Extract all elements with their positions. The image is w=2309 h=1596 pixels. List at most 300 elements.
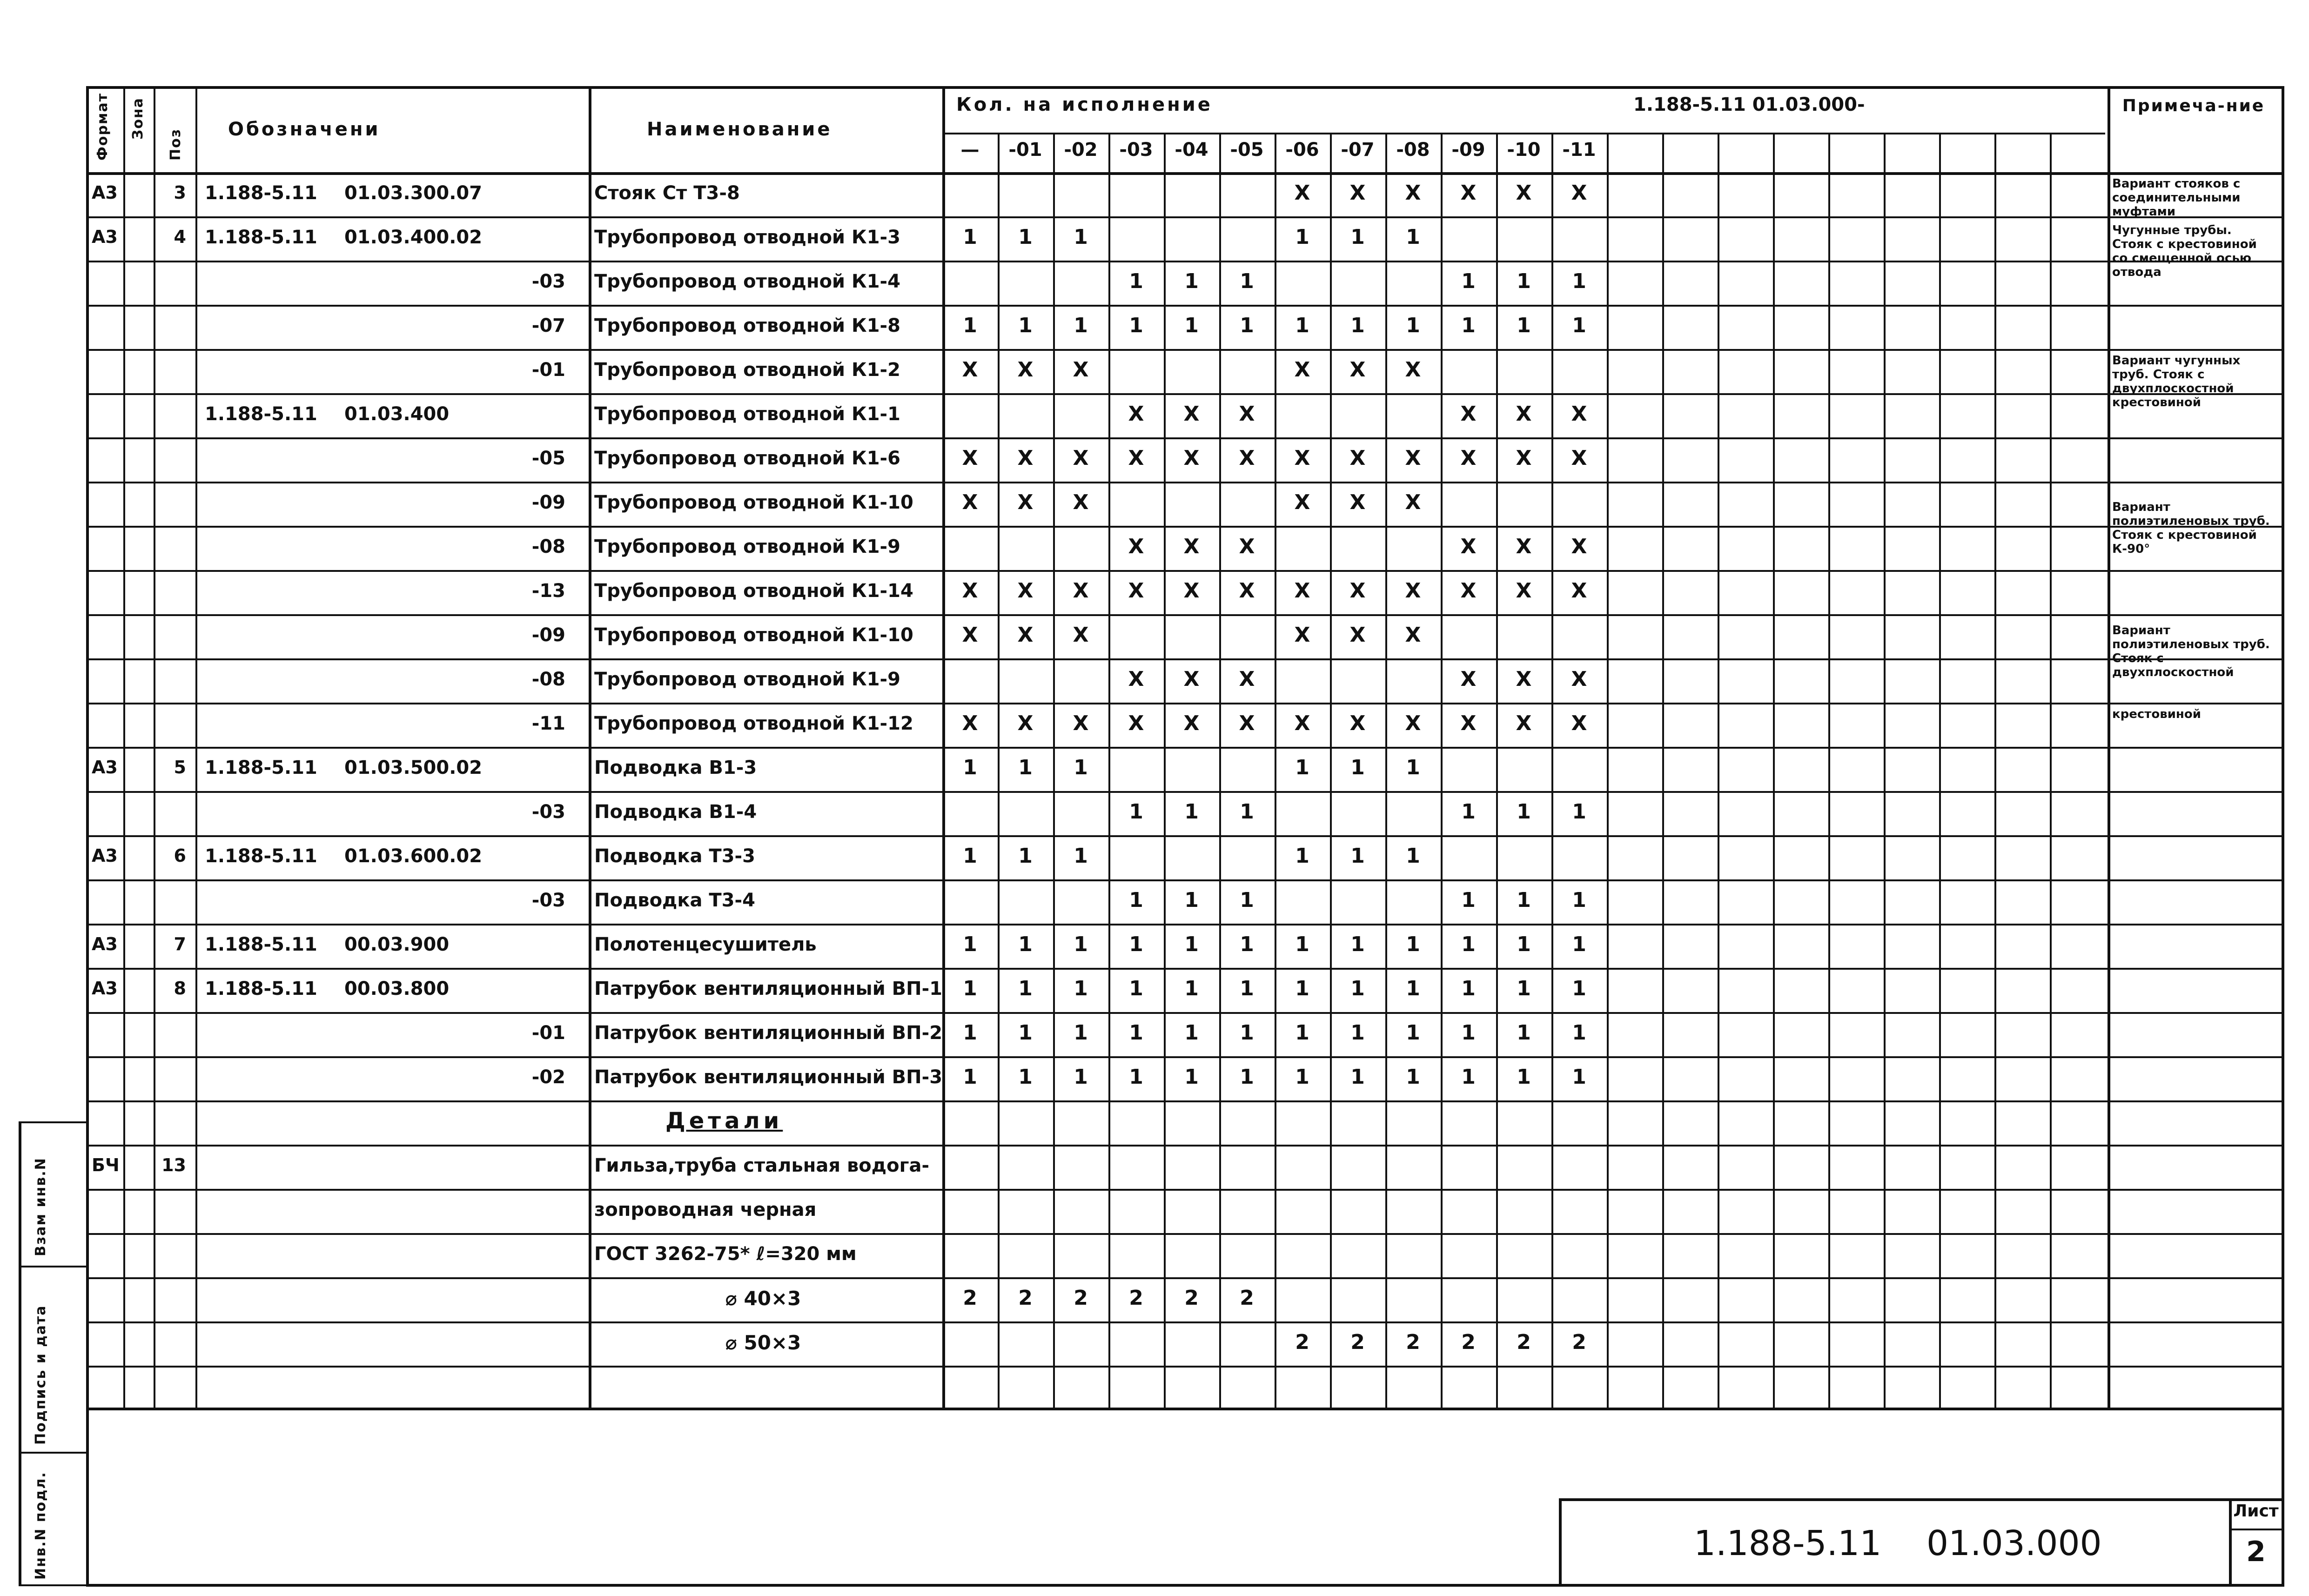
header-split [942, 133, 2105, 134]
qty-cell: 1 [1129, 977, 1143, 1000]
qty-cell: 1 [1517, 932, 1531, 956]
qty-col-line [1551, 133, 1553, 1408]
stamp-sign: Подпись и дата [33, 1305, 49, 1445]
qty-cell: X [1516, 181, 1532, 205]
row-line [86, 791, 2283, 793]
qty-cell: 1 [1350, 1065, 1365, 1089]
qty-cell: X [1017, 358, 1034, 382]
designation-cell: 01.03.600.02 [344, 845, 483, 867]
name-cell: ⌀ 50×3 [725, 1331, 801, 1354]
doc-ref-header: 1.188-5.11 01.03.000- [1633, 94, 1865, 115]
qty-cell: X [1294, 623, 1310, 647]
qty-cell: X [1349, 623, 1366, 647]
qty-cell: 1 [1018, 756, 1033, 779]
qty-cell: 1 [1517, 314, 1531, 337]
qty-cell: X [1017, 446, 1034, 470]
qty-cell: X [1571, 579, 1587, 603]
qty-col-line [1108, 133, 1110, 1408]
designation-cell: 00.03.900 [344, 934, 450, 955]
qty-cell: X [1349, 490, 1366, 514]
title-block-left [1559, 1498, 1562, 1584]
designation-cell: 01.03.300.07 [344, 182, 483, 204]
qty-cell: X [1239, 402, 1255, 426]
qty-cell: 1 [1350, 1021, 1365, 1045]
qty-cell: 1 [1184, 932, 1199, 956]
qty-cell: X [962, 579, 978, 603]
qty-cell: X [1183, 579, 1200, 603]
pos-cell: 4 [174, 227, 186, 247]
row-line [86, 1277, 2283, 1279]
note-text: Вариант стояков с соединительными муфтами [2112, 177, 2241, 219]
qty-cell: X [1571, 535, 1587, 558]
name-cell: Трубопровод отводной К1-2 [594, 359, 900, 381]
qty-cell: 1 [1295, 977, 1309, 1000]
qty-cell: X [1239, 535, 1255, 558]
qty-cell: X [1349, 358, 1366, 382]
qty-cell: 1 [1461, 888, 1476, 912]
qty-cell: X [1571, 446, 1587, 470]
row-line [86, 1056, 2283, 1058]
pos-cell: 5 [174, 757, 186, 778]
name-header: Наименование [647, 119, 832, 140]
qty-cell: X [962, 711, 978, 735]
qty-cell: 1 [1184, 269, 1199, 293]
qty-cell: 1 [1406, 977, 1420, 1000]
note-text: крестовиной [2112, 707, 2201, 721]
qty-cell: 1 [1406, 1021, 1420, 1045]
qty-cell: X [1349, 446, 1366, 470]
qty-cell: X [1405, 711, 1421, 735]
qty-col-line [998, 133, 1000, 1408]
qty-col-line [1441, 133, 1443, 1408]
qty-cell: X [1516, 446, 1532, 470]
qty-cell: 1 [1184, 888, 1199, 912]
row-line [86, 216, 2283, 218]
qty-cell: X [1128, 535, 1144, 558]
exec-col-header: -05 [1230, 139, 1264, 161]
exec-col-header: — [960, 139, 980, 161]
designation-cell: -13 [531, 580, 565, 602]
designation-code: 1.188-5.11 [205, 934, 317, 955]
row-line [86, 968, 2283, 970]
row-line [86, 1321, 2283, 1323]
qty-cell: 2 [1240, 1286, 1254, 1310]
name-cell: ⌀ 40×3 [725, 1287, 801, 1310]
qty-cell: 1 [1184, 1065, 1199, 1089]
zone-header: Зона [130, 97, 146, 140]
qty-cell: 1 [1240, 1021, 1254, 1045]
qty-cell: 1 [1295, 844, 1309, 868]
title-code: 1.188-5.11 [1694, 1523, 1882, 1563]
name-cell: Гильза,труба стальная водога- [594, 1155, 930, 1176]
qty-cell: 1 [1240, 269, 1254, 293]
format-cell: А3 [92, 182, 118, 203]
exec-col-header: -09 [1451, 139, 1485, 161]
qty-cell: 1 [963, 756, 977, 779]
qty-cell: X [1294, 490, 1310, 514]
exec-col-header: -03 [1119, 139, 1153, 161]
qty-cell: 1 [1074, 756, 1088, 779]
designation-cell: 01.03.400.02 [344, 227, 483, 248]
stamp-line [19, 1266, 86, 1267]
exec-col-header: -10 [1507, 139, 1541, 161]
name-cell: Трубопровод отводной К1-1 [594, 403, 900, 425]
qty-cell: X [1128, 579, 1144, 603]
qty-cell: 1 [1018, 844, 1033, 868]
qty-cell: X [1571, 402, 1587, 426]
note-text: Вариант полиэтиленовых труб. Стояк с двухплоскостной [2112, 624, 2270, 679]
name-cell: Подводка Т3-4 [594, 890, 755, 911]
designation-code: 1.188-5.11 [205, 403, 317, 425]
row-line [86, 1366, 2283, 1368]
qty-cell: 1 [1129, 269, 1143, 293]
qty-cell: 1 [1572, 1065, 1586, 1089]
qty-cell: 1 [1018, 225, 1033, 249]
designation-cell: -11 [531, 713, 565, 734]
qty-cell: X [1349, 181, 1366, 205]
qty-cell: X [1073, 490, 1089, 514]
qty-cell: X [1349, 711, 1366, 735]
qty-cell: X [1073, 446, 1089, 470]
qty-cell: 1 [1129, 1065, 1143, 1089]
qty-cell: X [1128, 402, 1144, 426]
note-text: Вариант чугунных труб. Стояк с двухплоскостной крестовиной [2112, 354, 2241, 409]
qty-cell: 1 [963, 314, 977, 337]
qty-cell: 1 [1074, 977, 1088, 1000]
qty-cell: X [962, 490, 978, 514]
qty-cell: X [1460, 446, 1477, 470]
row-line [86, 1145, 2283, 1147]
qty-col-line [1718, 133, 1719, 1408]
qty-col-line [1662, 133, 1664, 1408]
qty-cell: X [1294, 446, 1310, 470]
stamp-replace: Взам инв.N [33, 1157, 49, 1256]
designation-cell: 01.03.400 [344, 403, 450, 425]
qty-cell: 2 [1461, 1330, 1476, 1354]
table-bottom [86, 1408, 2283, 1410]
row-line [86, 835, 2283, 837]
qty-cell: 1 [1018, 1021, 1033, 1045]
qty-cell: X [1017, 711, 1034, 735]
format-header: Формат [94, 93, 111, 161]
header-bottom [86, 172, 2283, 175]
qty-cell: 1 [1572, 888, 1586, 912]
stamp-line [19, 1584, 86, 1586]
stamp-outer [19, 1121, 21, 1584]
qty-cell: 1 [1074, 844, 1088, 868]
qty-cell: X [962, 358, 978, 382]
qty-cell: 1 [1572, 269, 1586, 293]
stamp-inv: Инв.N подл. [33, 1471, 49, 1580]
qty-cell: 1 [1018, 932, 1033, 956]
title-block-top [1559, 1498, 2283, 1501]
qty-cell: X [1294, 181, 1310, 205]
top-border [86, 86, 2283, 89]
qty-cell: X [1017, 490, 1034, 514]
pos-header: Поз [168, 128, 184, 161]
qty-cell: X [1239, 711, 1255, 735]
sheet-label: Лист [2233, 1502, 2279, 1521]
qty-cell: 1 [1517, 269, 1531, 293]
qty-cell: 1 [1350, 756, 1365, 779]
name-cell: Подводка В1-4 [594, 801, 757, 823]
qty-cell: 1 [1350, 314, 1365, 337]
qty-cell: 1 [1350, 932, 1365, 956]
name-cell: ГОСТ 3262-75* ℓ=320 мм [594, 1243, 857, 1265]
qty-cell: X [1460, 181, 1477, 205]
designation-cell: -09 [531, 492, 565, 513]
name-cell: Полотенцесушитель [594, 934, 817, 955]
qty-cell: X [1516, 402, 1532, 426]
designation-code: 1.188-5.11 [205, 978, 317, 999]
qty-col-line [1219, 133, 1221, 1408]
qty-cell: 1 [1129, 888, 1143, 912]
qty-col-line [1828, 133, 1830, 1408]
name-cell: Трубопровод отводной К1-12 [594, 713, 913, 734]
name-cell: Подводка В1-3 [594, 757, 757, 778]
qty-cell: X [1183, 402, 1200, 426]
qty-col-line [1385, 133, 1387, 1408]
qty-cell: 1 [1572, 977, 1586, 1000]
designation-cell: 01.03.500.02 [344, 757, 483, 778]
qty-cell: X [1183, 535, 1200, 558]
qty-cell: 2 [1572, 1330, 1586, 1354]
designation-cell: -02 [531, 1066, 565, 1088]
designation-code: 1.188-5.11 [205, 227, 317, 248]
sheet-number: 2 [2246, 1536, 2266, 1568]
qty-cell: 1 [1240, 888, 1254, 912]
qty-col-line [1994, 133, 1996, 1408]
qty-cell: 1 [1406, 1065, 1420, 1089]
designation-code: 1.188-5.11 [205, 845, 317, 867]
designation-cell: -01 [531, 359, 565, 381]
name-cell: Трубопровод отводной К1-9 [594, 536, 900, 557]
qty-cell: 2 [1295, 1330, 1309, 1354]
qty-cell: X [1073, 358, 1089, 382]
qty-cell: X [1073, 579, 1089, 603]
row-line [86, 747, 2283, 749]
qty-cell: X [1405, 579, 1421, 603]
qty-cell: X [1405, 490, 1421, 514]
qty-cell: X [1405, 446, 1421, 470]
name-cell: Трубопровод отводной К1-8 [594, 315, 900, 336]
qty-cell: X [1294, 711, 1310, 735]
qty-cell: X [1073, 711, 1089, 735]
qty-cell: X [1128, 446, 1144, 470]
stamp-line [19, 1121, 86, 1123]
designation-cell: 00.03.800 [344, 978, 450, 999]
name-cell: Трубопровод отводной К1-14 [594, 580, 913, 602]
qty-col-line [1607, 133, 1609, 1408]
qty-cell: X [1516, 667, 1532, 691]
title-doc: 01.03.000 [1926, 1523, 2102, 1563]
qty-cell: 1 [1074, 1065, 1088, 1089]
exec-col-header: -08 [1396, 139, 1430, 161]
qty-cell: X [1571, 181, 1587, 205]
designation-cell: -03 [531, 801, 565, 823]
qty-cell: 1 [1240, 314, 1254, 337]
qty-cell: 1 [1295, 1021, 1309, 1045]
designation-cell: -05 [531, 448, 565, 469]
qty-cell: 1 [963, 977, 977, 1000]
qty-cell: 1 [963, 1065, 977, 1089]
qty-cell: X [1294, 579, 1310, 603]
qty-cell: 1 [1074, 314, 1088, 337]
qty-cell: 1 [1295, 932, 1309, 956]
pos-cell: 13 [161, 1155, 186, 1175]
qty-cell: 1 [1240, 1065, 1254, 1089]
name-cell: Трубопровод отводной К1-9 [594, 669, 900, 690]
row-line [86, 393, 2283, 395]
qty-cell: X [1516, 711, 1532, 735]
name-cell: Трубопровод отводной К1-4 [594, 271, 900, 292]
format-cell: А3 [92, 757, 118, 778]
qty-cell: 1 [1461, 269, 1476, 293]
qty-col-line [2050, 133, 2052, 1408]
designation-cell: -07 [531, 315, 565, 336]
qty-col-line [1773, 133, 1775, 1408]
exec-col-header: -07 [1341, 139, 1375, 161]
row-line [86, 305, 2283, 307]
qty-cell: 1 [1295, 225, 1309, 249]
qty-cell: 1 [1129, 314, 1143, 337]
designation-cell: -08 [531, 669, 565, 690]
qty-cell: X [1405, 181, 1421, 205]
row-line [86, 1189, 2283, 1191]
exec-col-header: -11 [1562, 139, 1596, 161]
qty-cell: 2 [1517, 1330, 1531, 1354]
stamp-inner [86, 1121, 89, 1584]
format-cell: А3 [92, 845, 118, 866]
qty-cell: 1 [963, 225, 977, 249]
row-line [86, 482, 2283, 483]
qty-col-line [1939, 133, 1941, 1408]
qty-cell: X [1294, 358, 1310, 382]
designation-code: 1.188-5.11 [205, 757, 317, 778]
qty-cell: X [1460, 402, 1477, 426]
qty-cell: 1 [1074, 225, 1088, 249]
name-cell: Патрубок вентиляционный ВП-2 [594, 1022, 943, 1044]
qty-cell: 2 [1074, 1286, 1088, 1310]
qty-cell: 1 [1406, 932, 1420, 956]
qty-cell: 1 [1240, 932, 1254, 956]
qty-cell: X [1405, 623, 1421, 647]
qty-cell: 1 [1184, 1021, 1199, 1045]
qty-cell: 1 [1572, 800, 1586, 824]
format-cell: А3 [92, 227, 118, 247]
qty-cell: 1 [1129, 1021, 1143, 1045]
qty-col-line [1496, 133, 1498, 1408]
exec-col-header: -02 [1064, 139, 1098, 161]
row-line [86, 570, 2283, 572]
name-cell: Трубопровод отводной К1-10 [594, 492, 913, 513]
qty-cell: 1 [1129, 800, 1143, 824]
qty-cell: 1 [1406, 314, 1420, 337]
qty-cell: X [1460, 579, 1477, 603]
qty-cell: 1 [1074, 1021, 1088, 1045]
row-line [86, 349, 2283, 351]
qty-cell: 1 [1517, 977, 1531, 1000]
format-cell: БЧ [92, 1155, 120, 1175]
qty-cell: 1 [1129, 932, 1143, 956]
qty-cell: X [1239, 579, 1255, 603]
qty-cell: 1 [1572, 1021, 1586, 1045]
exec-col-header: -06 [1285, 139, 1319, 161]
qty-cell: 1 [1184, 977, 1199, 1000]
qty-cell: X [962, 623, 978, 647]
designation-cell: -03 [531, 890, 565, 911]
name-cell: Трубопровод отводной К1-10 [594, 624, 913, 646]
qty-col-line [1164, 133, 1166, 1408]
qty-cell: X [1017, 623, 1034, 647]
row-line [86, 1233, 2283, 1235]
qty-header: Кол. на исполнение [956, 94, 1213, 115]
qty-cell: 1 [1350, 844, 1365, 868]
designation-cell: -01 [531, 1022, 565, 1044]
qty-cell: 1 [1240, 800, 1254, 824]
name-cell: Патрубок вентиляционный ВП-3 [594, 1066, 943, 1088]
section-title-details: Детали [665, 1108, 783, 1134]
exec-col-header: -01 [1008, 139, 1042, 161]
row-line [86, 658, 2283, 660]
qty-cell: 1 [1295, 756, 1309, 779]
qty-cell: 1 [1572, 932, 1586, 956]
designation-code: 1.188-5.11 [205, 182, 317, 204]
qty-cell: X [1183, 667, 1200, 691]
row-line [86, 1012, 2283, 1014]
designation-header: Обозначени [228, 119, 381, 140]
qty-cell: 1 [1184, 314, 1199, 337]
note-text: Вариант полиэтиленовых труб. Стояк с крестовиной К-90° [2112, 500, 2270, 556]
qty-cell: 1 [963, 932, 977, 956]
pos-cell: 7 [174, 934, 186, 954]
designation-cell: -08 [531, 536, 565, 557]
qty-cell: 1 [1350, 977, 1365, 1000]
pos-cell: 3 [174, 182, 186, 203]
name-cell: зопроводная черная [594, 1199, 817, 1220]
pos-cell: 6 [174, 845, 186, 866]
qty-cell: X [962, 446, 978, 470]
qty-cell: X [1183, 446, 1200, 470]
qty-cell: 1 [1461, 1065, 1476, 1089]
qty-cell: X [1516, 579, 1532, 603]
note-text: Чугунные трубы. Стояк с крестовиной со смещенной осью отвода [2112, 223, 2257, 279]
row-line [86, 437, 2283, 439]
qty-cell: X [1460, 535, 1477, 558]
qty-cell: 2 [1350, 1330, 1365, 1354]
qty-cell: 1 [1295, 1065, 1309, 1089]
qty-col-line [1884, 133, 1886, 1408]
exec-col-header: -04 [1175, 139, 1208, 161]
pos-cell: 8 [174, 978, 186, 999]
qty-cell: 1 [1406, 225, 1420, 249]
qty-cell: X [1183, 711, 1200, 735]
name-cell: Патрубок вентиляционный ВП-1 [594, 978, 943, 999]
qty-cell: 1 [1074, 932, 1088, 956]
qty-cell: 1 [1018, 1065, 1033, 1089]
qty-cell: X [1516, 535, 1532, 558]
row-line [86, 879, 2283, 881]
designation-cell: -03 [531, 271, 565, 292]
row-line [86, 1100, 2283, 1102]
qty-cell: 1 [1406, 756, 1420, 779]
qty-cell: 2 [963, 1286, 977, 1310]
designation-cell: -09 [531, 624, 565, 646]
qty-cell: 1 [963, 1021, 977, 1045]
qty-cell: 1 [1350, 225, 1365, 249]
qty-cell: 1 [1461, 977, 1476, 1000]
row-line [86, 924, 2283, 925]
